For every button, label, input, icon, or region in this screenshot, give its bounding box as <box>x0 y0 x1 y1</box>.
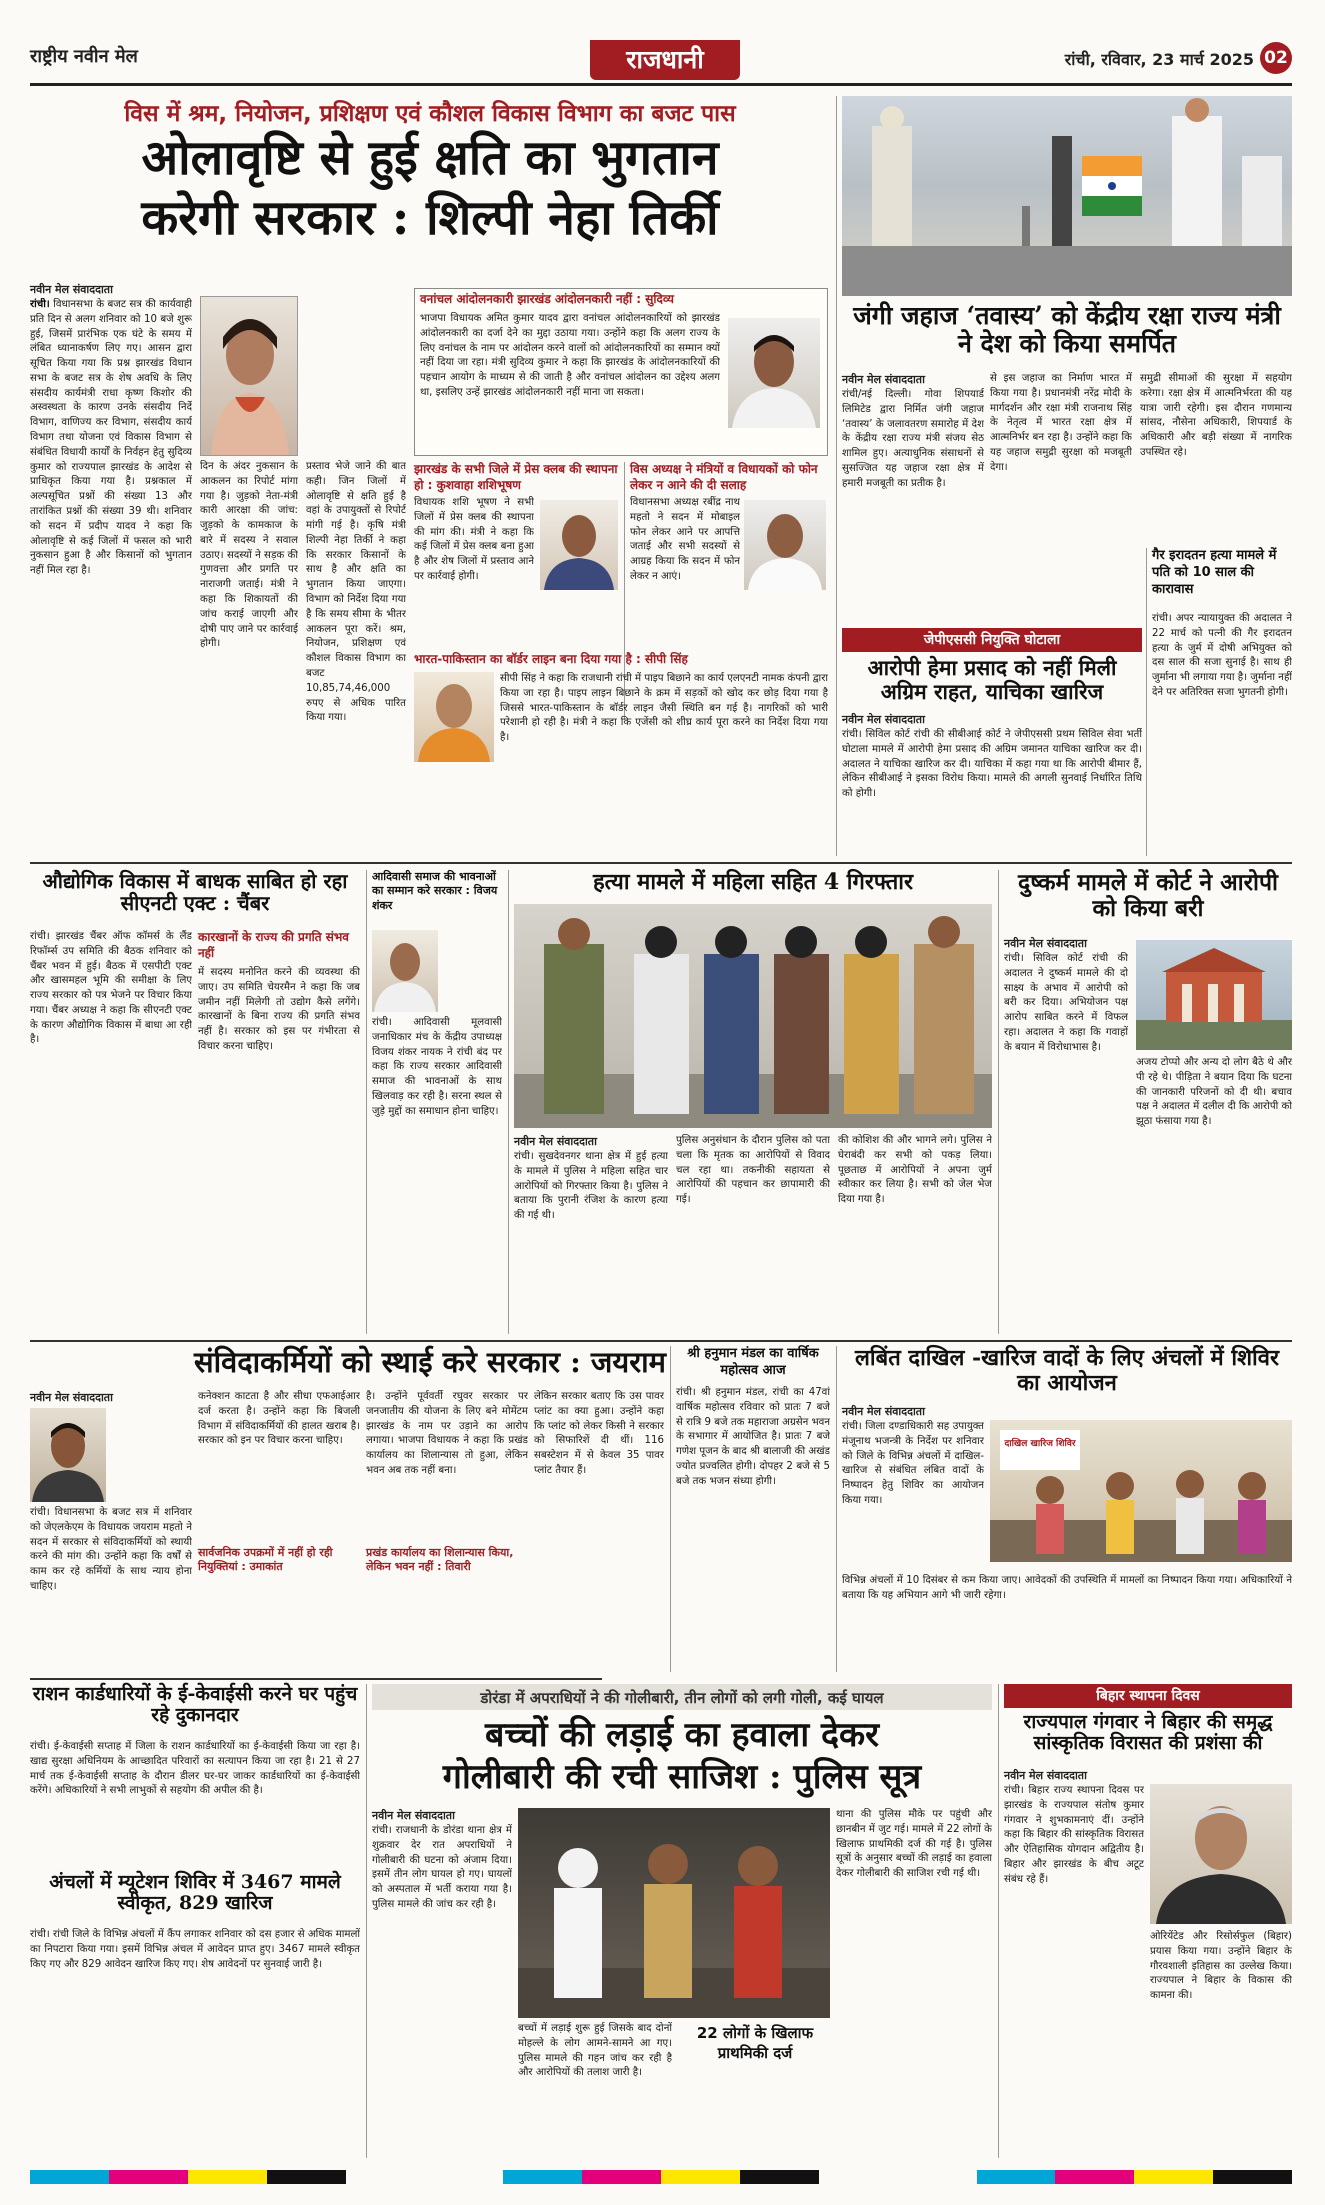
dhurwa-headline-2: गोलीबारी की रची साजिश : पुलिस सूत्र <box>442 1757 922 1797</box>
acquit-column-1: रांची। सिविल कोर्ट रांची की अदालत ने दुष्कर्म मामले की दो साक्ष्य के अभाव में आरोपी को बरी कर दिया। अभियोजन पक्ष आरोप साबित करने में विफल रहा। अदालत ने कहा कि गवाहों के बयान में विरोधाभास है। <box>1004 953 1128 1053</box>
dhurwa-column-1: रांची। राजधानी के डोरंडा थाना क्षेत्र में शुक्रवार देर रात अपराधियों ने गोलीबारी की घटना को अंजाम दिया। इसमें तीन लोग घायल हो गए। घायलों को अस्पताल में भर्ती कराया गया है। पुलिस मामले की जांच कर रही है। <box>372 1825 512 1910</box>
section-tab: राजधानी <box>590 40 740 80</box>
dateline: रांची, रविवार, 23 मार्च 2025 <box>1064 50 1254 69</box>
lead-dateline-city: रांची। <box>30 299 50 310</box>
kushwaha-text: विधायक शशि भूषण ने सभी जिलों में प्रेस क्लब की स्थापना की मांग की। मंत्री ने कहा कि कई जिलों में प्रेस क्लब बना हुआ है और शेष जिलों में प्रस्ताव आने पर कार्रवाई होगी। <box>414 497 534 582</box>
mahto-photo <box>744 500 826 590</box>
tavasya-column-1: रांची/नई दिल्ली। गोवा शिपयार्ड लिमिटेड द्वारा निर्मित जंगी जहाज ‘तवास्य’ के जलावतरण समारोह में देश के केंद्रीय रक्षा राज्य मंत्री संजय सेठ शामिल हुए। अत्याधुनिक संसाधनों से सुसज्जित यह जहाज रक्षा क्षेत्र में हमारी मजबूती का प्रतीक है। <box>842 389 984 489</box>
jairam-column-1a <box>112 1408 192 1516</box>
murder-headline: हत्या मामले में महिला सहित 4 गिरफ्तार <box>593 869 913 895</box>
person-portrait-icon <box>1150 1784 1292 1924</box>
hema-byline: नवीन मेल संवाददाता <box>842 713 925 726</box>
murder-photo <box>514 904 992 1128</box>
dowry-text: रांची। अपर न्यायायुक्त की अदालत ने 22 मार्च को पत्नी की गैर इरादतन हत्या के जुर्म में दोषी अभियुक्त को दस साल की सजा सुनाई है। साथ ही जुर्माना भी लगाया गया है। जुर्माना नहीं देने पर अतिरिक्त सजा भुगतनी होगी। <box>1152 613 1292 698</box>
tribal-text: रांची। आदिवासी मूलवासी जनाधिकार मंच के केंद्रीय उपाध्यक्ष विजय शंकर नायक ने रांची बंद पर कहा कि राज्य सरकार आदिवासी समाज की भावनाओं के साथ खिलवाड़ कर रही है। सरना स्थल से जुड़े मुद्दों का समाधान होना चाहिए। <box>372 1017 502 1117</box>
camp-photo-banner: दाखिल खारिज शिविर <box>1004 1439 1076 1449</box>
suddivya-text: भाजपा विधायक अमित कुमार यादव द्वारा वनांचल आंदोलनकारियों को झारखंड आंदोलनकारी का दर्जा देने का मुद्दा उठाया गया। उन्होंने कहा कि अलग राज्य के लिए वनांचल के नाम पर आंदोलन करने वालों को आंदोलनकारियों का सम्मान क्यों नहीं दिया जा रहा। मंत्री सुदिव्य कुमार ने कहा कि झारखंड के आंदोलनकारियों की पहचान आयोग के माध्यम से की जाती है और वनांचल आंदोलन का उद्देश्य अलग था, इसलिए उन्हें झारखंड आंदोलनकारी नहीं माना जा सकता। <box>420 313 720 398</box>
camp-column-2: विभिन्न अंचलों में 10 दिसंबर से कम किया जाए। आवेदकों की उपस्थिति में मामलों का निष्पादन किया गया। अधिकारियों ने बताया कि यह अभियान आगे भी जारी रहेगा। <box>842 1575 1292 1601</box>
person-portrait-icon <box>201 297 298 456</box>
tavasya-photo <box>842 96 1292 296</box>
bihar-column-1: रांची। बिहार राज्य स्थापना दिवस पर झारखंड के राज्यपाल संतोष कुमार गंगवार ने शुभकामनाएं दीं। उन्होंने कहा कि बिहार की सांस्कृतिक विरासत और ऐतिहासिक योगदान अद्वितीय है। बिहार और झारखंड के बीच अटूट संबंध रहे हैं। <box>1004 1785 1144 1885</box>
tavasya-column-3: समुद्री सीमाओं की सुरक्षा में सहयोग करेगा। रक्षा क्षेत्र में आत्मनिर्भरता की यह यात्रा जारी रहेगी। इस दौरान गणमान्य सांसद, नौसेना अधिकारी, शिपयार्ड के अधिकारी और बड़ी संख्या में नागरिक उपस्थित रहे। <box>1140 373 1292 458</box>
camp-column-1: रांची। जिला दण्डाधिकारी सह उपायुक्त मंजूनाथ भजन्त्री के निर्देश पर शनिवार को जिले के विभिन्न अंचलों में दाखिल-खारिज से संबंधित लंबित वादों के निष्पादन हेतु शिविर का आयोजन किया गया। <box>842 1421 984 1506</box>
page-number: 02 <box>1260 42 1292 74</box>
bihar-byline: नवीन मेल संवाददाता <box>1004 1769 1087 1782</box>
kushwaha-headline: झारखंड के सभी जिले में प्रेस क्लब की स्थापना हो : कुशवाहा शशिभूषण <box>414 462 618 492</box>
mandal-headline: श्री हनुमान मंडल का वार्षिक महोत्सव आज <box>687 1346 819 1378</box>
divider <box>366 870 367 1334</box>
divider <box>836 96 837 856</box>
person-portrait-icon <box>372 930 438 1012</box>
divider <box>366 1684 367 2158</box>
divider <box>998 1684 999 2158</box>
person-portrait-icon <box>30 1408 106 1502</box>
acquit-headline: दुष्कर्म मामले में कोर्ट ने आरोपी को किया बरी <box>1017 869 1278 922</box>
print-color-bar <box>30 2170 1292 2184</box>
bihar-headline: राज्यपाल गंगवार ने बिहार की समृद्ध सांस्कृतिक विरासत की प्रशंसा की <box>1023 1711 1273 1755</box>
murder-column-2: पुलिस अनुसंधान के दौरान पुलिस को पता चला कि मृतक का आरोपियों से विवाद चल रहा था। तकनीकी सहायता से आरोपियों की पहचान कर छापामारी की गई। <box>676 1135 830 1206</box>
suddivya-photo <box>728 318 820 428</box>
cnt-subhead: कारखानों के राज्य की प्रगति संभव नहीं <box>198 930 349 960</box>
newspaper-logo: राष्ट्रीय नवीन मेल <box>30 46 138 67</box>
cnt-column-1: रांची। झारखंड चैंबर ऑफ कॉमर्स के लैंड रिफॉर्म्स उप समिति की बैठक शनिवार को चैंबर भवन में हुई। बैठक में एसपीटी एक्ट और खासमहल भूमि की समीक्षा के लिए राज्य सरकार को पत्र भेजने पर विचार किया गया। चैंबर अध्यक्ष ने कहा कि सीएनटी एक्ट के कारण औद्योगिक विकास में बाधा आ रही है। <box>30 931 192 1046</box>
cnt-column-2: में सदस्य मनोनित करने की व्यवस्था की जाए। उप समिति चेयरमैन ने कहा कि जब जमीन नहीं मिलेगी तो उद्योग कैसे लगेंगे। कारखानों के बिना राज्य की प्रगति संभव नहीं है। सरकार को इस पर गंभीरता से विचार करना चाहिए। <box>198 967 360 1052</box>
minister-photo <box>200 296 298 456</box>
murder-column-3: की कोशिश की और भागने लगे। पुलिस ने घेराबंदी कर सभी को पकड़ लिया। पूछताछ में आरोपियों ने अपना जुर्म स्वीकार कर लिया है। सभी को जेल भेज दिया गया है। <box>838 1135 992 1206</box>
arrest-photo-icon <box>514 904 992 1128</box>
jairam-byline: नवीन मेल संवाददाता <box>30 1391 113 1404</box>
lead-byline: नवीन मेल संवाददाता <box>30 283 113 296</box>
jairam-column-2: कनेक्शन काटता है और सीधा एफआईआर दर्ज करता है। उन्होंने कहा कि बिजली विभाग में संविदाकर्मियों की हालत खराब है। सरकार को इन पर विचार करना चाहिए। <box>198 1391 360 1447</box>
murder-column-1: रांची। सुखदेवनगर थाना क्षेत्र में हुई हत्या के मामले में पुलिस ने महिला सहित चार आरोपियों को गिरफ्तार किया है। पुलिस ने बताया कि पुरानी रंजिश के कारण हत्या की गई थी। <box>514 1151 668 1222</box>
hema-text: रांची। सिविल कोर्ट रांची की सीबीआई कोर्ट ने जेपीएससी प्रथम सिविल सेवा भर्ती घोटाला मामले में आरोपी हेमा प्रसाद की अग्रिम जमानत याचिका खारिज कर दी। अदालत ने याचिका खारिज कर दी। याचिका में कहा गया था कि आरोपी बीमार हैं, लेकिन सीबीआई ने इसका विरोध किया। मामले की अगली सुनवाई निर्धारित तिथि को होगी। <box>842 729 1142 800</box>
divider <box>998 870 999 1334</box>
jairam-subhead-1: सार्वजनिक उपक्रमों में नहीं हो रही नियुक्तियां : उमाकांत <box>198 1546 333 1574</box>
divider <box>670 1346 671 1672</box>
jairam-column-4: लेकिन सरकार बताए कि उस पावर प्लांट का क्या हुआ। उन्होंने कहा कि प्लांट को लेकर किसी ने सरकार को सिफारिशें दी थीं। 116 सबस्टेशन में से केवल 35 पावर प्लांट तैयार हैं। <box>534 1391 664 1476</box>
dhurwa-byline: नवीन मेल संवाददाता <box>372 1809 455 1822</box>
jairam-column-3: है। उन्होंने पूर्ववर्ती रघुवर सरकार पर जनजातीय की योजना के लिए बने मोमेंटम झारखंड के नाम पर उड़ाने का आरोप लगाया। भाजपा विधायक ने कहा कि प्रखंड कार्यालय का शिलान्यास तो हुआ, लेकिन भवन अब तक नहीं बना। <box>366 1391 528 1476</box>
camp-byline: नवीन मेल संवाददाता <box>842 1405 925 1418</box>
bihar-column-2: ओरियेंटेड और रिसोर्सफुल (बिहार) प्रयास किया गया। उन्होंने बिहार के गौरवशाली इतिहास का उल्लेख किया। राज्यपाल ने बिहार के विकास की कामना की। <box>1150 1931 1292 2002</box>
divider <box>508 870 509 1334</box>
camp-photo <box>990 1420 1292 1562</box>
jairam-column-1: रांची। विधानसभा के बजट सत्र में शनिवार को जेएलकेएम के विधायक जयराम महतो ने सदन में सरकार से संविदाकर्मियों को स्थायी करने की मांग की। उन्होंने कहा कि वर्षों से काम कर रहे कर्मियों के साथ न्याय होना चाहिए। <box>30 1507 192 1592</box>
ekyc-headline: राशन कार्डधारियों के ई-केवाईसी करने घर पहुंच रहे दुकानदार <box>32 1683 358 1727</box>
cp-singh-photo <box>414 672 494 762</box>
acquit-byline: नवीन मेल संवाददाता <box>1004 937 1087 950</box>
section-divider <box>30 1340 1292 1342</box>
governor-photo <box>1150 1784 1292 1924</box>
court-photo <box>1136 940 1292 1050</box>
tavasya-headline: जंगी जहाज ‘तवास्य’ को केंद्रीय रक्षा राज्य मंत्री ने देश को किया समर्पित <box>853 301 1281 358</box>
section-divider <box>30 862 1292 864</box>
police-photo-icon <box>518 1808 830 2018</box>
hema-headline: आरोपी हेमा प्रसाद को नहीं मिली अग्रिम राहत, याचिका खारिज <box>867 655 1117 704</box>
lead-headline-1: ओलावृष्टि से हुई क्षति का भुगतान <box>141 130 719 186</box>
masthead <box>30 40 1292 86</box>
person-portrait-icon <box>728 318 820 428</box>
person-portrait-icon <box>744 500 826 590</box>
ceremony-photo-icon <box>842 96 1292 296</box>
section-divider <box>30 1678 602 1680</box>
cnt-headline: औद्योगिक विकास में बाधक साबित हो रहा सीएनटी एक्ट : चैंबर <box>42 869 348 916</box>
person-portrait-icon <box>414 672 494 762</box>
dhurwa-kicker: डोरंडा में अपराधियों ने की गोलीबारी, तीन लोगों को लगी गोली, कई घायल <box>480 1689 884 1707</box>
jairam-photo <box>30 1408 106 1502</box>
dhurwa-headline-1: बच्चों की लड़ाई का हवाला देकर <box>484 1715 880 1755</box>
jairam-headline: संविदाकर्मियों को स्थाई करे सरकार : जयराम <box>194 1345 666 1379</box>
tribal-photo <box>372 930 438 1012</box>
ekyc-text: रांची। ई-केवाईसी सप्ताह में जिला के राशन कार्डधारियों का ई-केवाईसी किया जा रहा है। खाद्य सुरक्षा अधिनियम के आच्छादित परिवारों का सत्यापन किया जा रहा है। 21 से 27 मार्च तक ई-केवाईसी सप्ताह के दौरान डीलर घर-घर जाकर कार्डधारियों का ई-केवाईसी करेंगे। अधिकारियों ने सभी लाभुकों से सहयोग की अपील की है। <box>30 1741 360 1797</box>
mahto-text: विधानसभा अध्यक्ष रबींद्र नाथ महतो ने सदन में मोबाइल फोन लेकर आने पर आपत्ति जताई और सभी सदस्यों से आग्रह किया कि सदन में फोन लेकर न आएं। <box>630 497 740 582</box>
lead-headline-2: करेगी सरकार : शिल्पी नेहा तिर्की <box>141 190 719 246</box>
person-portrait-icon <box>540 500 618 590</box>
divider <box>1146 548 1147 856</box>
dhurwa-subhead: 22 लोगों के खिलाफ प्राथमिकी दर्ज <box>696 2024 814 2062</box>
lead-column-1 <box>30 298 192 856</box>
camp-headline: लबिंत दाखिल -खारिज वादों के लिए अंचलों में शिविर का आयोजन <box>855 1345 1279 1396</box>
suddivya-headline: वनांचल आंदोलनकारी झारखंड आंदोलनकारी नहीं : सुदिव्य <box>420 292 674 306</box>
mahto-headline: विस अध्यक्ष ने मंत्रियों व विधायकों को फोन लेकर न आने की दी सलाह <box>630 462 818 492</box>
mandal-text: रांची। श्री हनुमान मंडल, रांची का 47वां वार्षिक महोत्सव रविवार को प्रातः 7 बजे से रात्रि 9 बजे तक महाराजा अग्रसेन भवन के सभागार में आयोजित है। प्रातः 7 बजे गणेश पूजन के बाद श्री बालाजी की अखंड ज्योत प्रज्वलित होगी। दोपहर 2 बजे से 5 बजे तक भजन संध्या होगी। <box>676 1387 830 1487</box>
dowry-headline: गैर इरादतन हत्या मामले में पति को 10 साल की कारावास <box>1152 548 1277 597</box>
dhurwa-column-3: बच्चों में लड़ाई शुरू हुई जिसके बाद दोनों मोहल्ले के लोग आमने-सामने आ गए। पुलिस मामले की गहन जांच कर रही है और आरोपियों की तलाश जारी है। <box>518 2023 672 2079</box>
tribal-headline: आदिवासी समाज की भावनाओं का सम्मान करे सरकार : विजय शंकर <box>372 870 498 912</box>
lead-text-a: विधानसभा के बजट सत्र की कार्यवाही प्रति दिन से अलग शनिवार को 10 बजे शुरू हुई, जिसमें प्रारंभिक एक घंटे के समय में लंबित ध्यानाकर्षण लिए गए। आसन द्वारा सूचित किया गया कि प्रश्न झारखंड विधान सभा के बजट सत्र के शेष अवधि के लिए संसदीय कार्यमंत्री राधा कृष्ण किशोर की अस्वस्थता के कारण उनके संसदीय निर्दे विभाग, वाणिज्य कर विभाग, संसदीय कार्य विभाग तथा योजना एवं विकास विभाग से संबंधित विधायी कार्यों के निर्वहन हेतु सुदिव्य कुमार को राज्यपाल झारखंड के आदेश से प्राधिकृत किया गया है। प्रश्नकाल में अल्पसूचित प्रश्नों की संख्या 13 और तारांकित प्रश्नों की संख्या 39 थी। शनिवार को सदन में प्रदीप यादव ने कहा कि ओलावृष्टि से कई जिलों में फसल को भारी नुकसान हुआ है और किसानों को भुगतान नहीं मिल रहा है। <box>30 299 192 577</box>
murder-byline: नवीन मेल संवाददाता <box>514 1135 597 1148</box>
bihar-ribbon: बिहार स्थापना दिवस <box>1004 1684 1292 1708</box>
mutation-headline: अंचलों में म्यूटेशन शिविर में 3467 मामले स्वीकृत, 829 खारिज <box>49 1871 341 1915</box>
divider <box>836 1346 837 1672</box>
tavasya-column-2: से इस जहाज का निर्माण भारत में किया गया है। प्रधानमंत्री नरेंद्र मोदी के मार्गदर्शन और रक्षा मंत्री राजनाथ सिंह के नेतृत्व में भारत रक्षा क्षेत्र में आत्मनिर्भर बन रहा है। उन्होंने कहा कि यह जहाज समुद्री सुरक्षा को मजबूती देगा। <box>990 373 1132 473</box>
border-headline: भारत-पाकिस्तान का बॉर्डर लाइन बना दिया गया है : सीपी सिंह <box>414 652 688 666</box>
lead-column-2: दिन के अंदर नुकसान के आकलन का रिपोर्ट मांगा गया है। जुड़को नेता-मंत्री कारी आरक्षा की जांच: जुड़को के कामकाज के बारे में सदस्य ने सवाल उठाए। सदस्यों ने सड़क की गुणवत्ता और प्रगति पर नाराजगी जताई। मंत्री ने कहा कि शिकायतों की जांच कराई जाएगी और दोषी पाए जाने पर कार्रवाई होगी। <box>200 461 298 650</box>
kushwaha-photo <box>540 500 618 590</box>
jairam-subhead-2: प्रखंड कार्यालय का शिलान्यास किया, लेकिन भवन नहीं : तिवारी <box>366 1546 514 1574</box>
lead-kicker: विस में श्रम, नियोजन, प्रशिक्षण एवं कौशल विकास विभाग का बजट पास <box>124 101 736 127</box>
lead-column-3: प्रस्ताव भेजे जाने की बात कही। जिन जिलों में ओलावृष्टि से क्षति हुई है वहां के उपायुक्तों से रिपोर्ट मांगी गई है। कृषि मंत्री शिल्पी नेहा तिर्की ने कहा कि सरकार किसानों के साथ है और क्षति का भुगतान किया जाएगा। विभाग को निर्देश दिया गया है कि समय सीमा के भीतर आकलन पूरा करें। श्रम, नियोजन, प्रशिक्षण एवं कौशल विकास विभाग का बजट 10,85,74,46,000 रुपए से अधिक पारित किया गया। <box>306 461 406 724</box>
dhurwa-column-2: थाना की पुलिस मौके पर पहुंची और छानबीन में जुट गई। मामले में 22 लोगों के खिलाफ प्राथमिकी दर्ज की गई है। पुलिस सूत्रों के अनुसार बच्चों की लड़ाई का हवाला देकर गोलीबारी की साजिश रची गई थी। <box>836 1809 992 1880</box>
border-text: सीपी सिंह ने कहा कि राजधानी रांची में पाइप बिछाने का कार्य एलएनटी नामक कंपनी द्वारा किया जा रहा है। पाइप लाइन बिछाने के क्रम में सड़कों को खोद कर छोड़ दिया गया है जिससे भारत-पाकिस्तान के बॉर्डर लाइन जैसी स्थिति बन गई है। नागरिकों को भारी परेशानी हो रही है। मंत्री ने कहा कि एजेंसी को शीघ्र कार्य पूरा करने का निर्देश दिया गया है। <box>500 673 828 744</box>
dhurwa-photo <box>518 1808 830 2018</box>
court-building-icon <box>1136 940 1292 1050</box>
hema-ribbon: जेपीएससी नियुक्ति घोटाला <box>842 628 1142 652</box>
tavasya-byline: नवीन मेल संवाददाता <box>842 373 925 386</box>
acquit-column-2: अजय टोप्पो और अन्य दो लोग बैठे थे और पी रहे थे। पीड़िता ने बयान दिया कि घटना की जानकारी परिजनों को दी थी। बचाव पक्ष ने अदालत में दलील दी कि आरोपी को झूठा फंसाया गया है। <box>1136 1057 1292 1128</box>
mutation-text: रांची। रांची जिले के विभिन्न अंचलों में कैंप लगाकर शनिवार को दस हजार से अधिक मामलों का निपटारा किया गया। इसमें विभिन्न अंचल में आवेदन प्राप्त हुए। 3467 मामले स्वीकृत किए गए और 829 आवेदन खारिज किए गए। शेष आवेदनों पर सुनवाई जारी है। <box>30 1929 360 1970</box>
